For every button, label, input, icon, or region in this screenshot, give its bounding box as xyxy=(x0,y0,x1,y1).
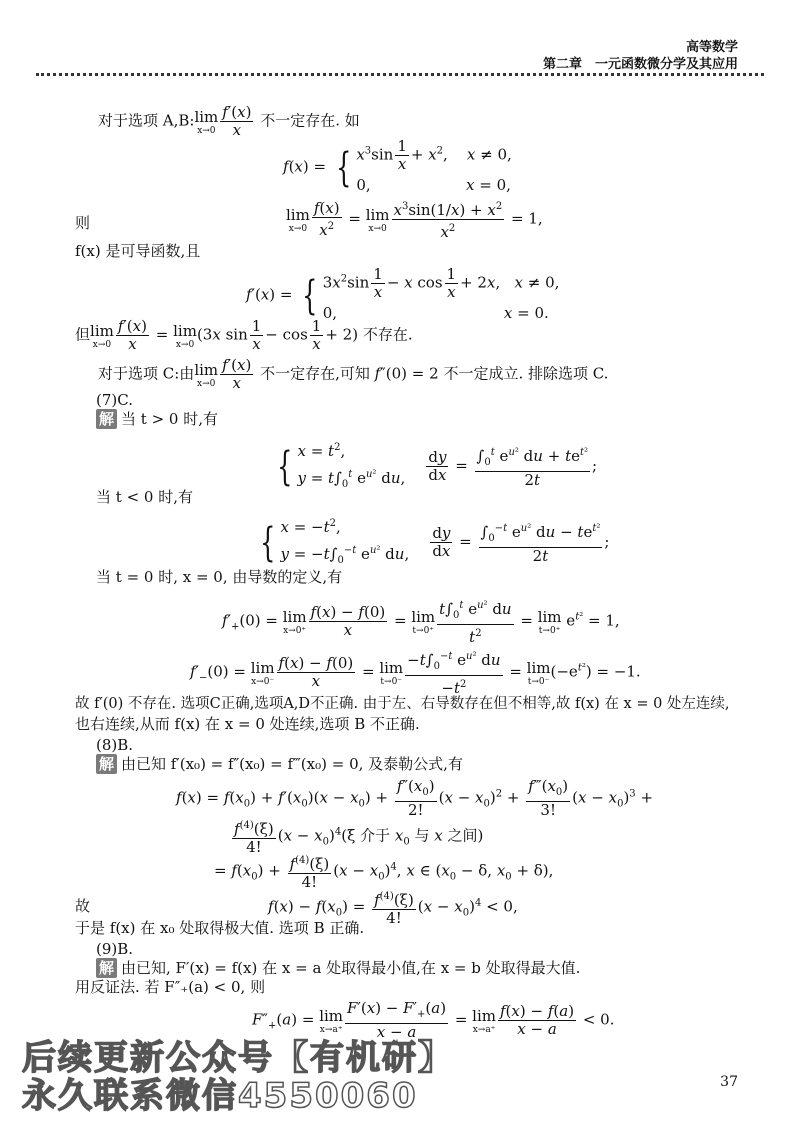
line-21: $\frac{f^{(4)}(\xi)}{4!}$ $(x - x_0)^4(\xi$ 介于 $x_0$ 与 x 之间) xyxy=(230,817,483,856)
line-06: 但 lim x→0 $\frac{f'(x)}{x}$ = lim x→0 (3x sin $\frac{1}{x}$ − cos $\frac{1}{x}$ + 2) 不存在. xyxy=(75,317,413,353)
line-25: (9)B. xyxy=(96,940,134,958)
book-title: 高等数学 xyxy=(685,40,738,55)
watermark-line-2: 永久联系微信4550060 xyxy=(22,1076,418,1116)
line-04: f(x) 是可导函数,且 xyxy=(75,242,201,260)
line-27: 用反证法. 若 F″₊(a) < 0, 则 xyxy=(75,978,266,996)
line-20: $f(x) = f(x_0) + f'(x_0)(x - x_0)$ + $\frac{f''(x_0)}{2!}$ $(x - x_0)^2$ + $\frac{f‴(x_0)}{3!}$ $(x - x_0)^3$ + xyxy=(176,777,654,819)
line-23: $f(x) - f(x_0)$ = $\frac{f^{(4)}(\xi)}{4!}$ $(x - x_0)^4 < 0$, xyxy=(268,888,518,927)
line-03: lim x→0 $\frac{f(x)}{x^2}$ = lim x→0 $\frac{x^3\sin(1/x) + x^2}{x^2}$ = 1, xyxy=(286,199,543,241)
line-10: { $x = t^2$, $y = t\int_0^t$ $e^{u^2}$ du, $\frac{dy}{dx}$ = $\int_0^t$ $e^{u^2}$ du + $te^{t^2}$ 2t ; xyxy=(277,442,598,490)
line-26: 解 由已知, F′(x) = f(x) 在 x = a 处取得最小值,在 x = b 处取得最大值. xyxy=(96,958,580,978)
line-11: 当 t < 0 时,有 xyxy=(96,488,193,506)
line-14: $f'_+(0)$ = lim x→0⁺ $\frac{f(x) - f(0)}{x}$ = lim t→0⁺ $\frac{t\int_0^t e^{u^2} du}{t^2}$ = lim t→0⁺ $e^{t^2} = 1$, xyxy=(222,597,620,646)
chapter-title: 第二章 一元函数微分学及其应用 xyxy=(542,57,738,72)
line-07: 对于选项 C:由 lim x→0 $\frac{f'(x)}{x}$ 不一定存在,可知 f″(0) = 2 不一定成立. 排除选项 C. xyxy=(98,356,609,392)
line-15: $f'_-(0)$ = lim x→0⁻ $\frac{f(x) - f(0)}{x}$ = lim t→0⁻ $\frac{-t\int_0^{-t} e^{u^2} du}{-t^2}$ = lim t→0⁻ $(-e^{t^2}) = -1$. xyxy=(190,648,641,697)
line-08: (7)C. xyxy=(96,391,133,409)
line-28: $F''_+(a)$ = lim x→a⁺ $\frac{F'(x) - F'_+(a)}{x - a}$ = lim x→a⁺ $\frac{f(x) - f(a)}{x - a}$ < 0. xyxy=(252,999,615,1041)
line-03-lead: 则 xyxy=(75,214,91,232)
line-02: f(x) = { $x^3\sin$ $\frac{1}{x}$ + $x^2$, x ≠ 0, 0, x = 0, xyxy=(283,137,512,194)
watermark-line-1: 后续更新公众号【有机研】 xyxy=(22,1038,454,1078)
line-17: 也右连续,从而 f(x) 在 x = 0 处连续,选项 B 不正确. xyxy=(75,715,420,733)
solution-tag: 解 xyxy=(96,958,117,978)
line-09: 解 当 t > 0 时,有 xyxy=(96,409,218,429)
line-19: 解 由已知 f′(x₀) = f″(x₀) = f‴(x₀) = 0, 及泰勒公式,有 xyxy=(96,754,463,774)
line-12: { $x = -t^2$, $y = -t\int_0^{-t}$ $e^{u^2}$ du, $\frac{dy}{dx}$ = $\int_0^{-t}$ $e^{u^2}$ du − $te^{t^2}$ 2t ; xyxy=(260,518,610,566)
page-number: 37 xyxy=(720,1074,738,1090)
header-divider xyxy=(36,73,764,76)
line-22: = $f(x_0)$ + $\frac{f^{(4)}(\xi)}{4!}$ $(x - x_0)^4$, x ∈ ($x_0 - \delta$, $x_0 + \delta$), xyxy=(214,852,553,891)
line-23-lead: 故 xyxy=(75,897,91,915)
solution-tag: 解 xyxy=(96,409,117,429)
line-18: (8)B. xyxy=(96,736,134,754)
line-13: 当 t = 0 时, x = 0, 由导数的定义,有 xyxy=(96,568,343,586)
line-24: 于是 f(x) 在 x₀ 处取得极大值. 选项 B 正确. xyxy=(75,919,365,937)
line-05: f′(x) = { $3x^2\sin$ $\frac{1}{x}$ − x cos $\frac{1}{x}$ + 2x, x ≠ 0, 0, x = 0. xyxy=(246,265,560,322)
solution-tag: 解 xyxy=(96,754,117,774)
line-16: 故 f′(0) 不存在. 选项C正确,选项A,D不正确. 由于左、右导数存在但不相等,故 f(x) 在 x = 0 处左连续, xyxy=(75,696,730,712)
line-01: 对于选项 A,B: lim x→0 $\frac{f'(x)}{x}$ 不一定存在. 如 xyxy=(98,103,360,139)
